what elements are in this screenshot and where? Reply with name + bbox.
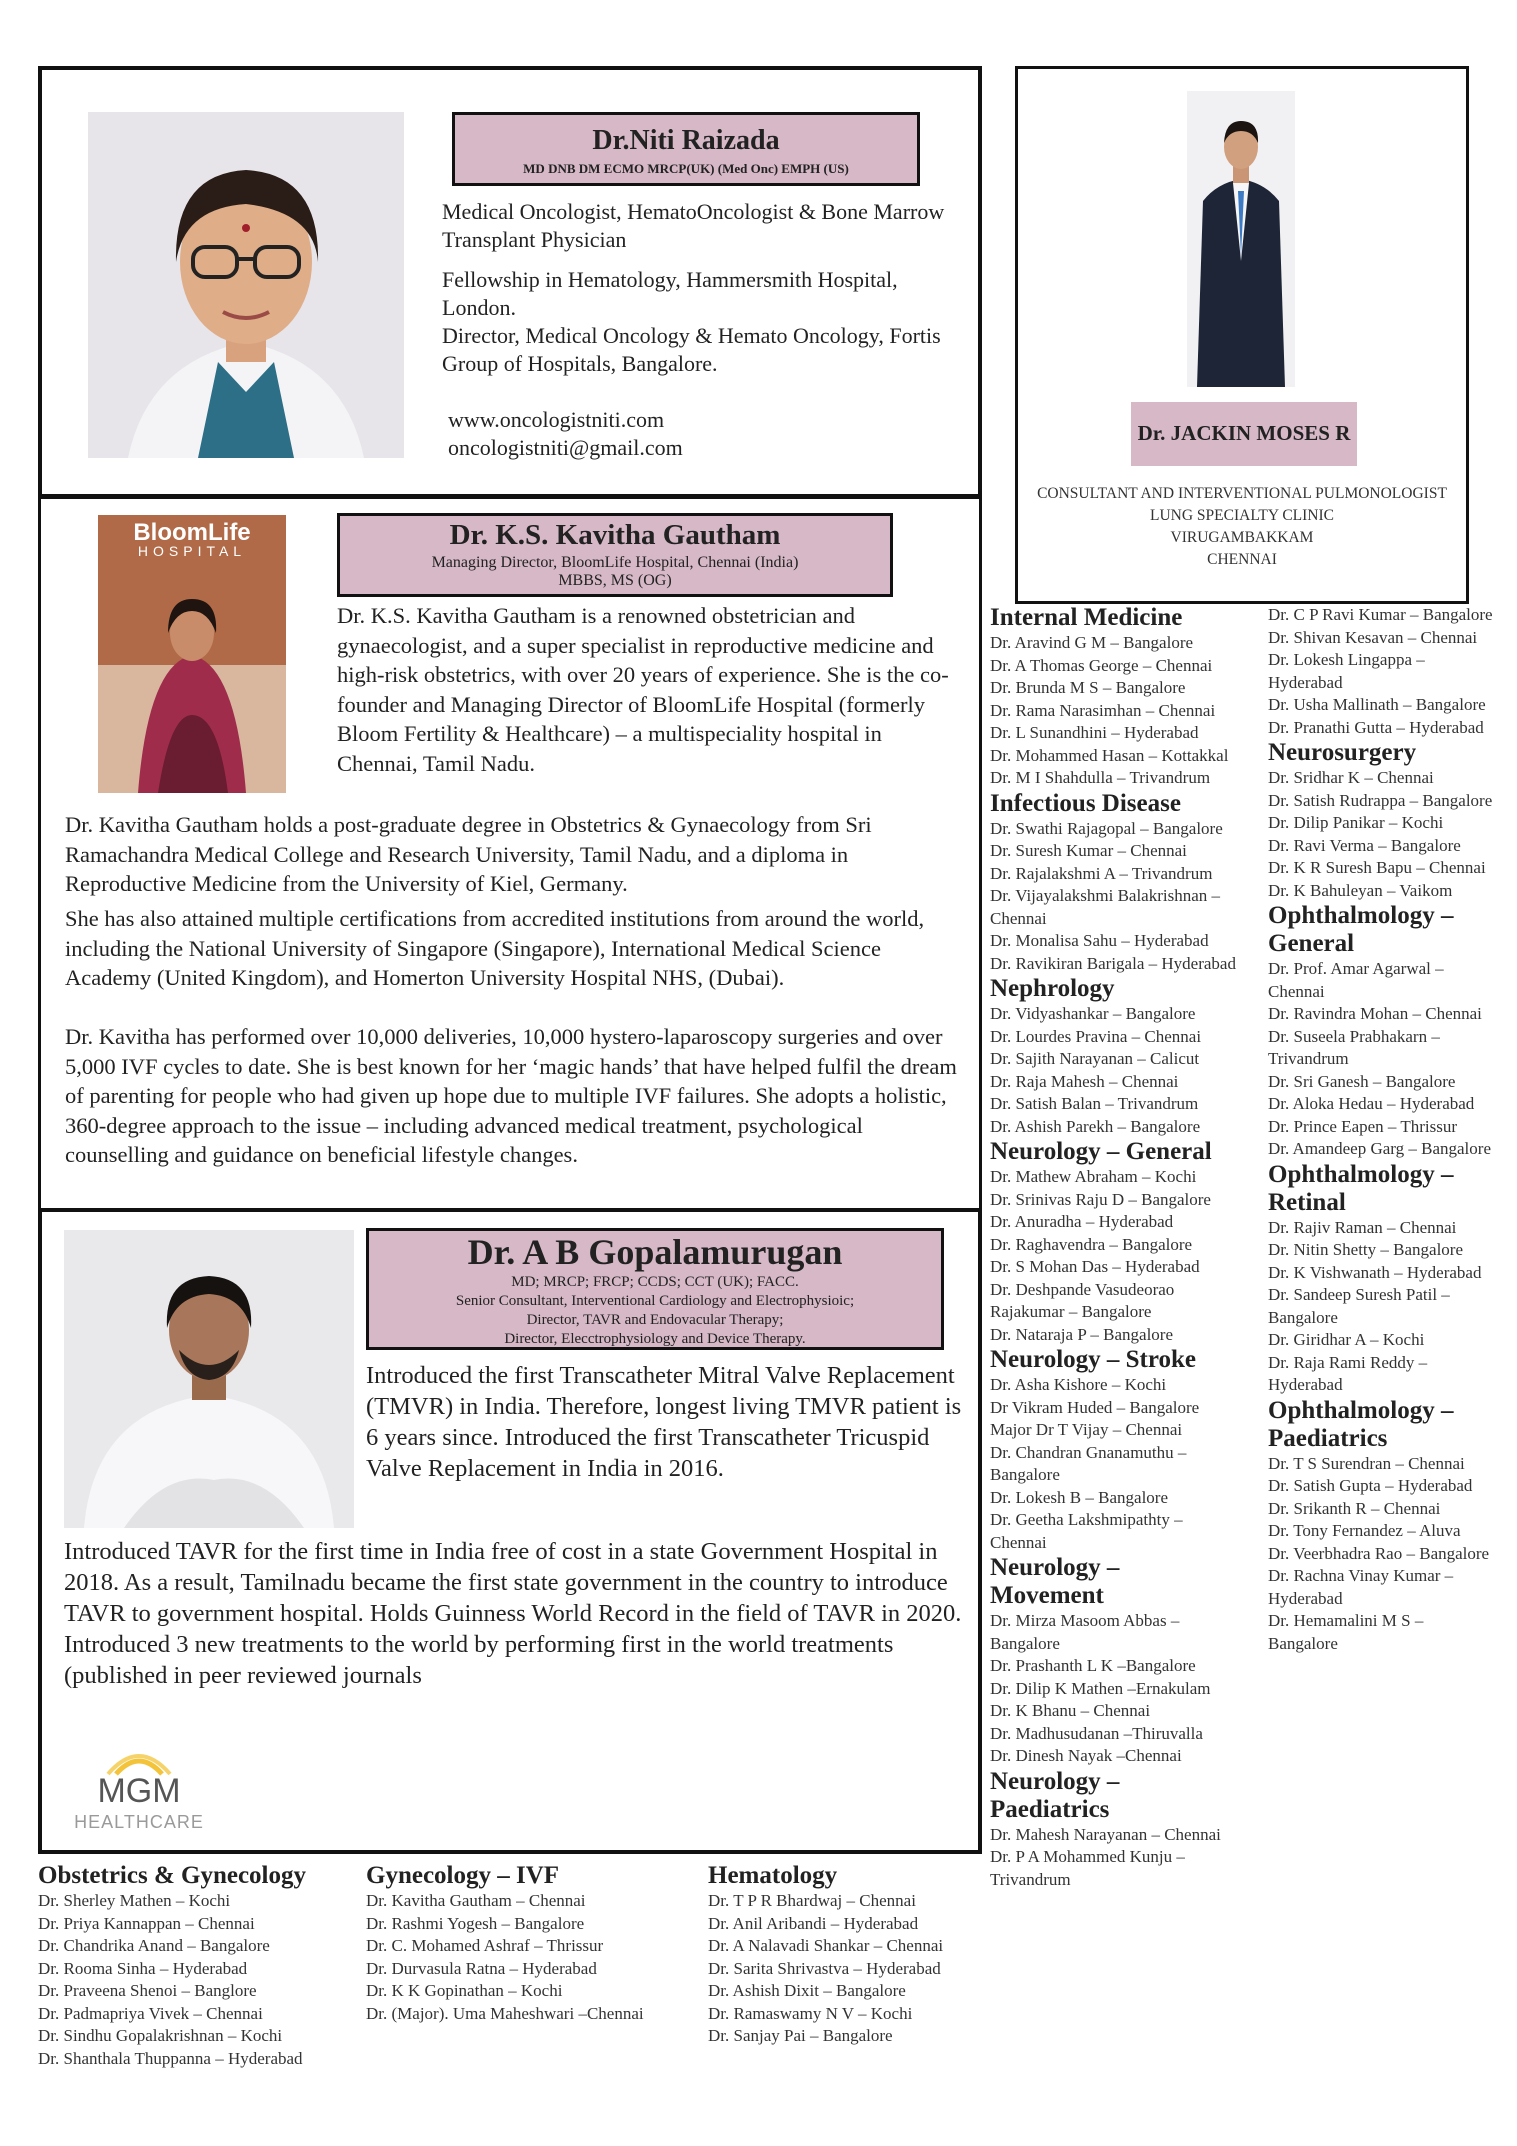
- hematology-list: [708, 1862, 998, 2048]
- list-item: Dr. Brunda M S – Bangalore: [990, 678, 1186, 697]
- list-item: Dr. Dilip Panikar – Kochi: [1268, 813, 1444, 832]
- list-item: Dr. Deshpande Vasudeorao Rajakumar – Bangalore: [990, 1279, 1175, 1321]
- list-item: Dr. K K Gopinathan – Kochi: [366, 1981, 563, 2000]
- list-item: Dr. M I Shahdulla – Trivandrum: [990, 768, 1211, 787]
- list-item: Dr. Monalisa Sahu – Hyderabad: [990, 931, 1209, 950]
- niti-desc-1: Medical Oncologist, HematoOncologist & Bone Marrow Transplant Physician: [442, 199, 945, 252]
- list-item: Dr. Padmapriya Vivek – Chennai: [38, 2003, 263, 2023]
- list-item: Dr. Madhusudanan –Thiruvalla: [990, 1723, 1203, 1743]
- list-item: Dr. Sri Ganesh – Bangalore: [1268, 1071, 1456, 1091]
- list-item: Dr. Vijayalakshmi Balakrishnan – Chennai: [990, 886, 1221, 928]
- list-item: Dr. Srikanth R – Chennai: [1268, 1498, 1441, 1518]
- list-item: Major Dr T Vijay – Chennai: [990, 1420, 1183, 1439]
- list-item: Dr. C P Ravi Kumar – Bangalore: [1268, 605, 1493, 624]
- list-item: Dr. K Vishwanath – Hyderabad: [1268, 1262, 1482, 1282]
- jackin-photo: [1187, 91, 1295, 387]
- list-item: Dr. Satish Rudrappa – Bangalore: [1268, 790, 1493, 810]
- neurosurgery-heading: Neurosurgery: [1268, 739, 1417, 766]
- ophthalmology-paediatrics-heading: Ophthalmology – Paediatrics: [1268, 1396, 1454, 1452]
- list-item: Dr. Sarita Shrivastva – Hyderabad: [708, 1958, 941, 1978]
- list-item: Dr. Sridhar K – Chennai: [1268, 768, 1434, 787]
- list-item: Dr. Tony Fernandez – Aluva: [1268, 1521, 1461, 1540]
- jackin-city: CHENNAI: [1207, 551, 1277, 568]
- list-item: Dr. Anuradha – Hyderabad: [990, 1212, 1174, 1231]
- neurology-paediatrics-heading: Neurology –Paediatrics: [990, 1767, 1120, 1823]
- neurology-stroke-heading: Neurology – Stroke: [990, 1346, 1197, 1373]
- list-item: Dr. Prof. Amar Agarwal – Chennai: [1268, 959, 1444, 1001]
- jackin-name: Dr. JACKIN MOSES R: [1137, 421, 1351, 445]
- list-item: Dr. Lokesh B – Bangalore: [990, 1487, 1168, 1507]
- list-item: Dr. Raghavendra – Bangalore: [990, 1234, 1193, 1254]
- list-item: Dr. Nataraja P – Bangalore: [990, 1324, 1173, 1344]
- list-item: Dr. Kavitha Gautham – Chennai: [366, 1891, 586, 1910]
- list-item: Dr. K R Suresh Bapu – Chennai: [1268, 858, 1486, 877]
- jackin-area: VIRUGAMBAKKAM: [1170, 529, 1314, 546]
- list-item: Dr. Rama Narasimhan – Chennai: [990, 700, 1216, 720]
- ivf-heading: Gynecology – IVF: [366, 1862, 560, 1889]
- mgm-logo-sub: HEALTHCARE: [74, 1812, 204, 1832]
- list-item: Dr. Pranathi Gutta – Hyderabad: [1268, 717, 1484, 737]
- kavitha-name-box: [337, 513, 893, 597]
- niti-name-box: [452, 112, 920, 186]
- niti-email[interactable]: oncologistniti@gmail.com: [448, 435, 683, 460]
- list-item: Dr. Priya Kannappan – Chennai: [38, 1913, 255, 1933]
- niti-desc-3: Director, Medical Oncology & Hemato Oncology, Fortis Group of Hospitals, Bangalore.: [442, 323, 941, 376]
- hematology-heading: Hematology: [708, 1862, 838, 1889]
- list-item: Dr. Anil Aribandi – Hyderabad: [708, 1913, 919, 1933]
- kavitha-desc-1: Dr. K.S. Kavitha Gautham is a renowned obstetrician and gynaecologist, and a super specialist in reproductive medicine and high-risk obstetrics, with over 20 years of experience. She is the co-founder and Managing Director of BloomLife Hospital (formerly Bloom Fertility & Healthcare) – a multispeciality hospital in Chennai, Tamil Nadu.: [337, 603, 949, 776]
- list-item: Dr. Prince Eapen – Thrissur: [1268, 1116, 1458, 1136]
- list-item: Dr. Hemamalini M S – Bangalore: [1268, 1611, 1424, 1653]
- niti-desc-2: Fellowship in Hematology, Hammersmith Hospital, London.: [442, 267, 898, 320]
- list-item: Dr. Durvasula Ratna – Hyderabad: [366, 1958, 597, 1978]
- gopal-role-1: Senior Consultant, Interventional Cardiology and Electrophysioic;: [455, 1293, 855, 1309]
- gopal-photo: [64, 1230, 354, 1528]
- list-item: Dr. Suseela Prabhakarn – Trivandrum: [1268, 1026, 1440, 1068]
- list-item: Dr. Sherley Mathen – Kochi: [38, 1891, 231, 1910]
- list-item: Dr. Rajiv Raman – Chennai: [1268, 1217, 1457, 1237]
- jackin-title: CONSULTANT AND INTERVENTIONAL PULMONOLOGIST: [1037, 485, 1447, 502]
- list-item: Dr. S Mohan Das – Hyderabad: [990, 1257, 1200, 1276]
- obgyn-list: [38, 1862, 358, 2070]
- gopal-desc-2: Introduced TAVR for the first time in India free of cost in a state Government Hospital in 2018. As a result, Tamilnadu became the first state government in the country to introduce TAVR to government hospital. Holds Guinness World Record in the field of TAVR in 2020. Introduced 3 new treatments to the world by performing first in the world treatments (published in peer reviewed journals: [64, 1538, 962, 1689]
- right-column-2: [1268, 604, 1496, 1655]
- list-item: Dr. Dinesh Nayak –Chennai: [990, 1746, 1182, 1765]
- list-item: Dr. Vidyashankar – Bangalore: [990, 1004, 1196, 1023]
- jackin-clinic: LUNG SPECIALTY CLINIC: [1150, 507, 1334, 524]
- kavitha-role: Managing Director, BloomLife Hospital, Chennai (India): [431, 554, 799, 571]
- list-item: Dr. Usha Mallinath – Bangalore: [1268, 695, 1486, 714]
- jackin-card: [1015, 66, 1469, 604]
- ivf-list: [366, 1862, 696, 2025]
- list-item: Dr. K Bhanu – Chennai: [990, 1701, 1151, 1720]
- nephrology-heading: Nephrology: [990, 975, 1115, 1002]
- list-item: Dr. Geetha Lakshmipathty – Chennai: [990, 1510, 1183, 1552]
- bloomlife-logo-sub: HOSPITAL: [137, 543, 247, 559]
- mgm-arcs-icon: [64, 1740, 214, 1776]
- list-item: Dr. P A Mohammed Kunju – Trivandrum: [990, 1847, 1185, 1889]
- list-item: Dr. Rajalakshmi A – Trivandrum: [990, 863, 1213, 883]
- list-item: Dr. Suresh Kumar – Chennai: [990, 841, 1187, 860]
- kavitha-desc-2: Dr. Kavitha Gautham holds a post-graduate degree in Obstetrics & Gynaecology from Sri Ramachandra Medical College and Research University, Tamil Nadu, and a diploma in Reproductive Medicine from the University of Kiel, Germany.: [65, 812, 872, 896]
- gopal-quals: MD; MRCP; FRCP; CCDS; CCT (UK); FACC.: [511, 1274, 799, 1290]
- list-item: Dr. Lokesh Lingappa – Hyderabad: [1268, 650, 1425, 692]
- niti-website[interactable]: www.oncologistniti.com: [448, 407, 665, 432]
- list-item: Dr. Lourdes Pravina – Chennai: [990, 1026, 1202, 1046]
- ophthalmology-retinal-heading: Ophthalmology – Retinal: [1268, 1160, 1454, 1216]
- list-item: Dr. C. Mohamed Ashraf – Thrissur: [366, 1936, 604, 1955]
- gopal-name-box: [366, 1228, 944, 1350]
- internal-medicine-heading: Internal Medicine: [990, 604, 1183, 631]
- gopal-role-2: Director, TAVR and Endovacular Therapy;: [526, 1312, 784, 1328]
- list-item: Dr. Praveena Shenoi – Banglore: [38, 1981, 257, 2000]
- mgm-logo: [64, 1740, 214, 1840]
- list-item: Dr. Rashmi Yogesh – Bangalore: [366, 1913, 585, 1933]
- list-item: Dr. (Major). Uma Maheshwari –Chennai: [366, 2003, 644, 2023]
- list-item: Dr. Ravindra Mohan – Chennai: [1268, 1004, 1482, 1023]
- list-item: Dr. Mathew Abraham – Kochi: [990, 1167, 1197, 1186]
- ophthalmology-general-heading: Ophthalmology – General: [1268, 902, 1454, 957]
- kavitha-desc-3: She has also attained multiple certifications from accredited institutions from around the world, including the National University of Singapore (Singapore), International Medical Science Academy (United Kingdom), and Homerton University Hospital NHS, (Dubai).: [65, 906, 925, 990]
- list-item: Dr Vikram Huded – Bangalore: [990, 1397, 1200, 1417]
- niti-name: Dr.Niti Raizada: [592, 125, 780, 156]
- gopal-card: [38, 1208, 982, 1854]
- list-item: Dr. Aloka Hedau – Hyderabad: [1268, 1094, 1475, 1113]
- gopal-name: Dr. A B Gopalamurugan: [467, 1232, 843, 1272]
- kavitha-name: Dr. K.S. Kavitha Gautham: [449, 519, 781, 551]
- niti-card: [38, 66, 982, 498]
- list-item: Dr. Raja Mahesh – Chennai: [990, 1071, 1179, 1091]
- list-item: Dr. Ashish Parekh – Bangalore: [990, 1116, 1201, 1136]
- list-item: Dr. Swathi Rajagopal – Bangalore: [990, 818, 1223, 838]
- infectious-disease-heading: Infectious Disease: [990, 789, 1181, 817]
- mgm-logo-text: MGM: [97, 1772, 181, 1810]
- list-item: Dr. Shanthala Thuppanna – Hyderabad: [38, 2048, 303, 2068]
- neurology-movement-heading: Neurology – Movement: [990, 1554, 1120, 1609]
- list-item: Dr. Ravi Verma – Bangalore: [1268, 835, 1461, 855]
- list-item: Dr. Ashish Dixit – Bangalore: [708, 1981, 906, 2000]
- list-item: Dr. Aravind G M – Bangalore: [990, 633, 1194, 652]
- list-item: Dr. Sindhu Gopalakrishnan – Kochi: [38, 2026, 283, 2045]
- list-item: Dr. T S Surendran – Chennai: [1268, 1453, 1465, 1473]
- list-item: Dr. Mohammed Hasan – Kottakkal: [990, 745, 1229, 765]
- right-column-1: [990, 604, 1238, 1891]
- gopal-desc-1: Introduced the first Transcatheter Mitral Valve Replacement (TMVR) in India. Therefore, longest living TMVR patient is 6 years since. Introduced the first Transcatheter Tricuspid Valve Replacement in India in 2016.: [366, 1362, 962, 1482]
- list-item: Dr. Asha Kishore – Kochi: [990, 1375, 1167, 1394]
- list-item: Dr. Satish Balan – Trivandrum: [990, 1094, 1199, 1113]
- list-item: Dr. Raja Rami Reddy – Hyderabad: [1268, 1352, 1428, 1394]
- niti-quals: MD DNB DM ECMO MRCP(UK) (Med Onc) EMPH (US): [523, 161, 849, 176]
- list-item: Dr. Nitin Shetty – Bangalore: [1268, 1240, 1464, 1259]
- list-item: Dr. Mirza Masoom Abbas – Bangalore: [990, 1611, 1180, 1653]
- kavitha-card: [38, 496, 982, 1212]
- list-item: Dr. A Thomas George – Chennai: [990, 655, 1213, 675]
- kavitha-desc-4: Dr. Kavitha has performed over 10,000 deliveries, 10,000 hystero-laparoscopy surgeries and over 5,000 IVF cycles to date. She is best known for her ‘magic hands’ that have helped fulfil the dream of parenting for people who had given up hope due to multiple IVF failures. She adopts a holistic, 360-degree approach to the issue – including advanced medical treatment, psychological counselling and guidance on beneficial lifestyle changes.: [65, 1024, 957, 1167]
- list-item: Dr. L Sunandhini – Hyderabad: [990, 723, 1199, 742]
- list-item: Dr. Srinivas Raju D – Bangalore: [990, 1189, 1211, 1209]
- neurology-general-heading: Neurology – General: [990, 1138, 1212, 1165]
- list-item: Dr. Chandran Gnanamuthu – Bangalore: [990, 1442, 1187, 1484]
- list-item: Dr. Sajith Narayanan – Calicut: [990, 1049, 1200, 1068]
- list-item: Dr. Satish Gupta – Hyderabad: [1268, 1476, 1473, 1495]
- list-item: Dr. Veerbhadra Rao – Bangalore: [1268, 1543, 1490, 1563]
- list-item: Dr. Rachna Vinay Kumar – Hyderabad: [1268, 1566, 1454, 1608]
- list-item: Dr. Giridhar A – Kochi: [1268, 1330, 1425, 1349]
- bloomlife-logo: [98, 519, 286, 559]
- list-item: Dr. Ravikiran Barigala – Hyderabad: [990, 953, 1236, 973]
- jackin-details: [1018, 483, 1466, 571]
- list-item: Dr. Ramaswamy N V – Kochi: [708, 2003, 913, 2023]
- obgyn-heading: Obstetrics & Gynecology: [38, 1862, 307, 1889]
- list-item: Dr. Chandrika Anand – Bangalore: [38, 1936, 270, 1955]
- list-item: Dr. A Nalavadi Shankar – Chennai: [708, 1936, 944, 1955]
- jackin-name-box: [1131, 402, 1357, 466]
- bloomlife-logo-text: BloomLife: [133, 519, 251, 546]
- list-item: Dr. Rooma Sinha – Hyderabad: [38, 1958, 248, 1978]
- list-item: Dr. Prashanth L K –Bangalore: [990, 1656, 1196, 1675]
- list-item: Dr. T P R Bhardwaj – Chennai: [708, 1891, 916, 1910]
- list-item: Dr. K Bahuleyan – Vaikom: [1268, 880, 1453, 900]
- niti-photo: [88, 112, 404, 458]
- list-item: Dr. Sanjay Pai – Bangalore: [708, 2026, 893, 2045]
- list-item: Dr. Dilip K Mathen –Ernakulam: [990, 1678, 1211, 1698]
- list-item: Dr. Amandeep Garg – Bangalore: [1268, 1139, 1491, 1158]
- list-item: Dr. Sandeep Suresh Patil – Bangalore: [1268, 1285, 1450, 1327]
- kavitha-quals: MBBS, MS (OG): [558, 572, 672, 589]
- list-item: Dr. Mahesh Narayanan – Chennai: [990, 1824, 1221, 1844]
- list-item: Dr. Shivan Kesavan – Chennai: [1268, 627, 1478, 647]
- gopal-role-3: Director, Elecctrophysiology and Device Therapy.: [504, 1331, 806, 1347]
